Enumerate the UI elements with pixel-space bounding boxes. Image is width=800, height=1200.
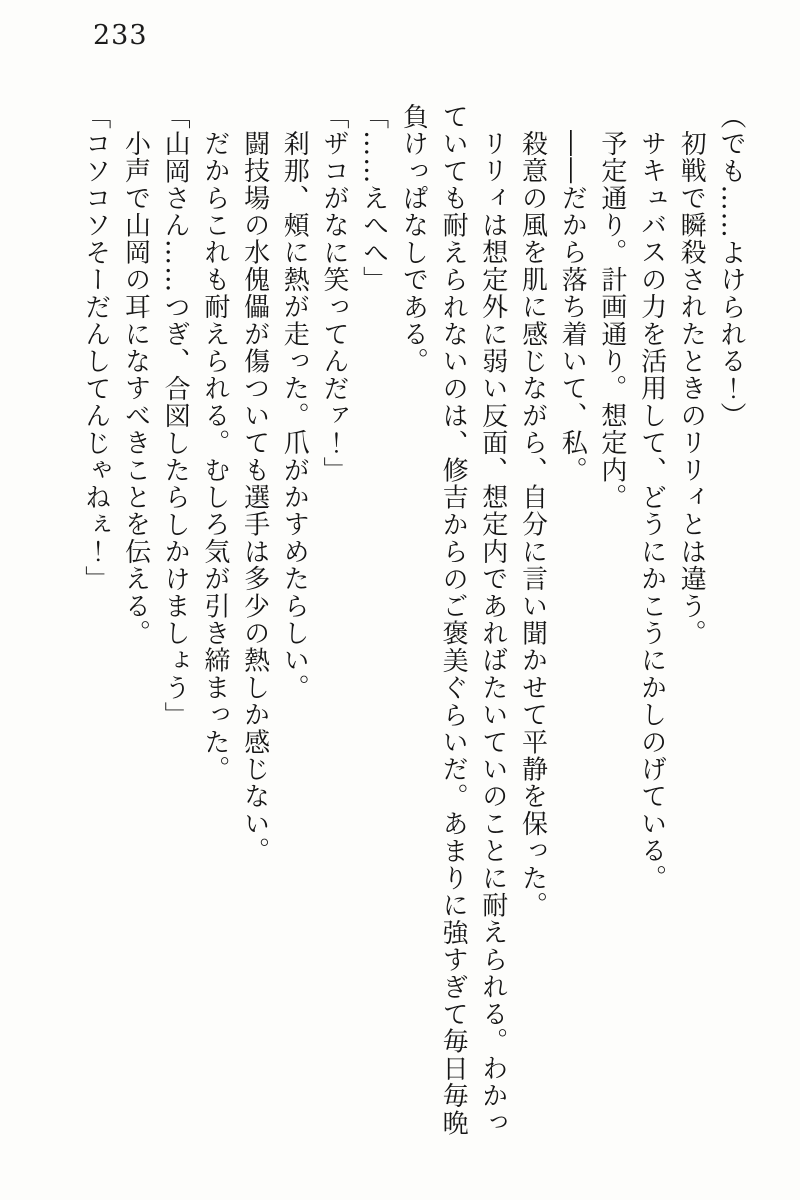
paragraph-2: 初戦で瞬殺されたときのリリィとは違う。 (676, 130, 707, 647)
paragraph-9: 「ザコがなに笑ってんだァ！」 (318, 103, 349, 484)
page-number: 233 (93, 20, 148, 51)
paragraph-14: 小声で山岡の耳になすべきことを伝える。 (120, 130, 151, 647)
paragraph-8: 「……えへへ」 (358, 103, 389, 294)
paragraph-1: （でも……よけられる！） (716, 103, 746, 430)
paragraph-13: 「山岡さん……つぎ、合図したらしかけましょう」 (160, 103, 191, 729)
paragraph-4: 予定通り。計画通り。想定内。 (596, 130, 627, 511)
paragraph-7: リリィは想定外に弱い反面、想定内であればたいていのことに耐えられる。わかっていても耐えられないのは、修吉からのご褒美ぐらいだ。あまりに強すぎて毎日毎晩負けっぱなしである。 (398, 103, 508, 1137)
paragraph-10: 刹那、頰に熱が走った。爪がかすめたらしい。 (279, 130, 310, 702)
paragraph-11: 闘技場の水傀儡が傷ついても選手は多少の熱しか感じない。 (239, 130, 270, 865)
paragraph-5: ――だから落ち着いて、私。 (557, 130, 588, 484)
paragraph-3: サキュバスの力を活用して、どうにかこうにかしのげている。 (636, 130, 667, 892)
paragraph-15: 「コソコソそーだんしてんじゃねぇ！」 (80, 103, 111, 593)
paragraph-12: だからこれも耐えられる。むしろ気が引き締まった。 (199, 130, 230, 783)
vertical-text-block (72, 103, 750, 1139)
paragraph-6: 殺意の風を肌に感じながら、自分に言い聞かせて平静を保った。 (517, 130, 548, 919)
